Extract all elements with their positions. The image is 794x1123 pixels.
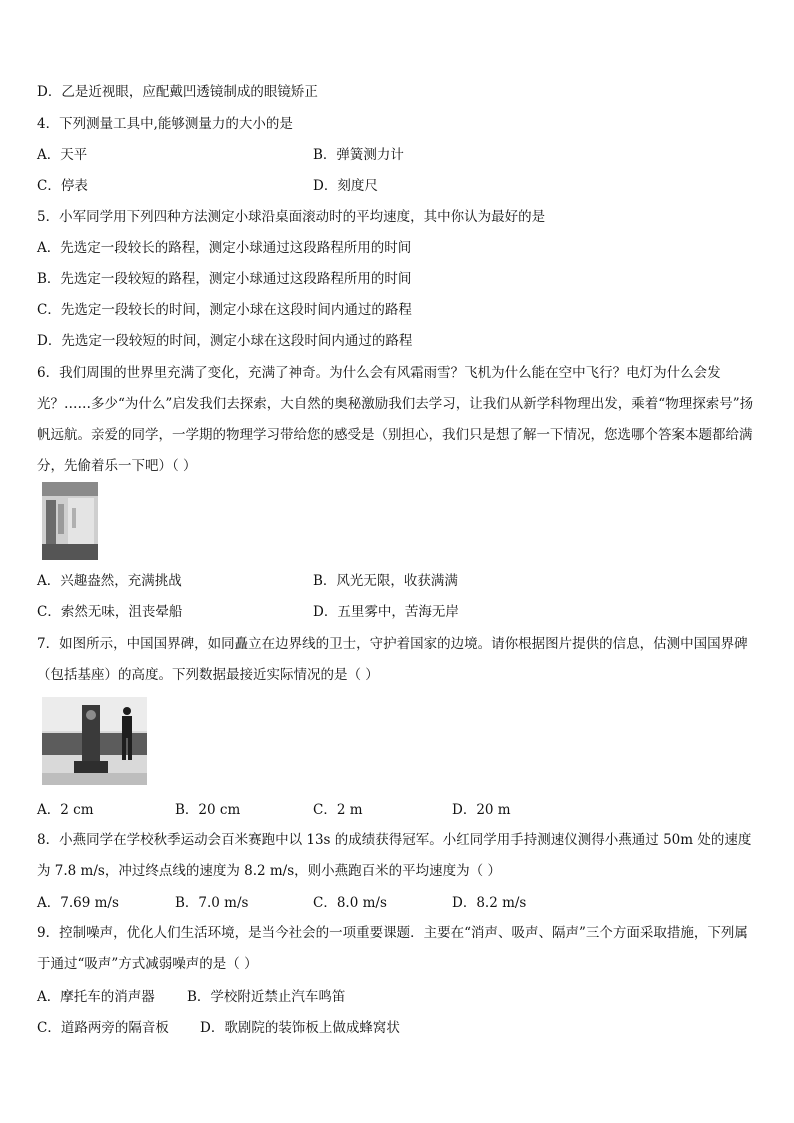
q9-option-b: B．学校附近禁止汽车鸣笛: [187, 989, 346, 1005]
q6-thumbnail-image: [42, 482, 98, 560]
q7-option-d: D．20 m: [452, 802, 511, 818]
q4-option-c: C．停表: [37, 178, 88, 194]
q7-stem: 7．如图所示，中国国界碑，如同矗立在边界线的卫士，守护着国家的边境。请你根据图片提供的信息，估测中国国界碑（包括基座）的高度。下列数据最接近实际情况的是（ ）: [37, 636, 748, 683]
q4-stem: 4．下列测量工具中,能够测量力的大小的是: [37, 116, 293, 132]
q8-option-a: A．7.69 m/s: [37, 895, 119, 911]
q5-option-b: B．先选定一段较短的路程，测定小球通过这段路程所用的时间: [37, 271, 412, 287]
q4-option-b: B．弹簧测力计: [313, 147, 404, 163]
q5-option-c: C．先选定一段较长的时间，测定小球在这段时间内通过的路程: [37, 302, 412, 318]
boundary-marker-photo: [42, 697, 147, 785]
q7-option-a: A．2 cm: [37, 802, 94, 818]
q9-stem: 9．控制噪声，优化人们生活环境，是当今社会的一项重要课题．主要在“消声、吸声、隔声”三个方面采取措施，下列属于通过“吸声”方式减弱噪声的是（ ）: [37, 925, 748, 972]
q7-option-b: B．20 cm: [175, 802, 241, 818]
q4-option-d: D．刻度尺: [313, 178, 378, 194]
q6-option-a: A．兴趣盎然，充满挑战: [37, 573, 182, 589]
q8-option-d: D．8.2 m/s: [452, 895, 527, 911]
q9-option-d: D．歌剧院的装饰板上做成蜂窝状: [200, 1020, 400, 1036]
q7-option-c: C．2 m: [313, 802, 363, 818]
q3-option-d: D．乙是近视眼，应配戴凹透镜制成的眼镜矫正: [37, 84, 318, 100]
q5-option-a: A．先选定一段较长的路程，测定小球通过这段路程所用的时间: [37, 240, 412, 256]
q4-option-a: A．天平: [37, 147, 88, 163]
q8-option-b: B．7.0 m/s: [175, 895, 249, 911]
q6-option-c: C．索然无味，沮丧晕船: [37, 604, 183, 620]
q8-stem: 8．小燕同学在学校秋季运动会百米赛跑中以 13s 的成绩获得冠军。小红同学用手持测速仪测得小燕通过 50m 处的速度为 7.8 m/s，冲过终点线的速度为 8.2 m/s，则小燕跑百米的平均速度为（ ）: [37, 832, 752, 879]
q8-option-c: C．8.0 m/s: [313, 895, 387, 911]
q9-option-a: A．摩托车的消声器: [37, 989, 155, 1005]
q6-option-b: B．风光无限，收获满满: [313, 573, 458, 589]
q5-stem: 5．小军同学用下列四种方法测定小球沿桌面滚动时的平均速度，其中你认为最好的是: [37, 209, 546, 225]
q9-option-c: C．道路两旁的隔音板: [37, 1020, 169, 1036]
q6-option-d: D．五里雾中，苦海无岸: [313, 604, 459, 620]
q6-stem: 6．我们周围的世界里充满了变化，充满了神奇。为什么会有风霜雨雪？飞机为什么能在空中飞行？电灯为什么会发光？……多少“为什么”启发我们去探索，大自然的奥秘激励我们去学习，让我们从新学科物理出发，乘着“物理探索号”扬帆远航。亲爱的同学，一学期的物理学习带给您的感受是（别担心，我们只是想了解一下情况，您选哪个答案本题都给满分，先偷着乐一下吧）（ ）: [37, 365, 754, 474]
q5-option-d: D．先选定一段较短的时间，测定小球在这段时间内通过的路程: [37, 333, 413, 349]
